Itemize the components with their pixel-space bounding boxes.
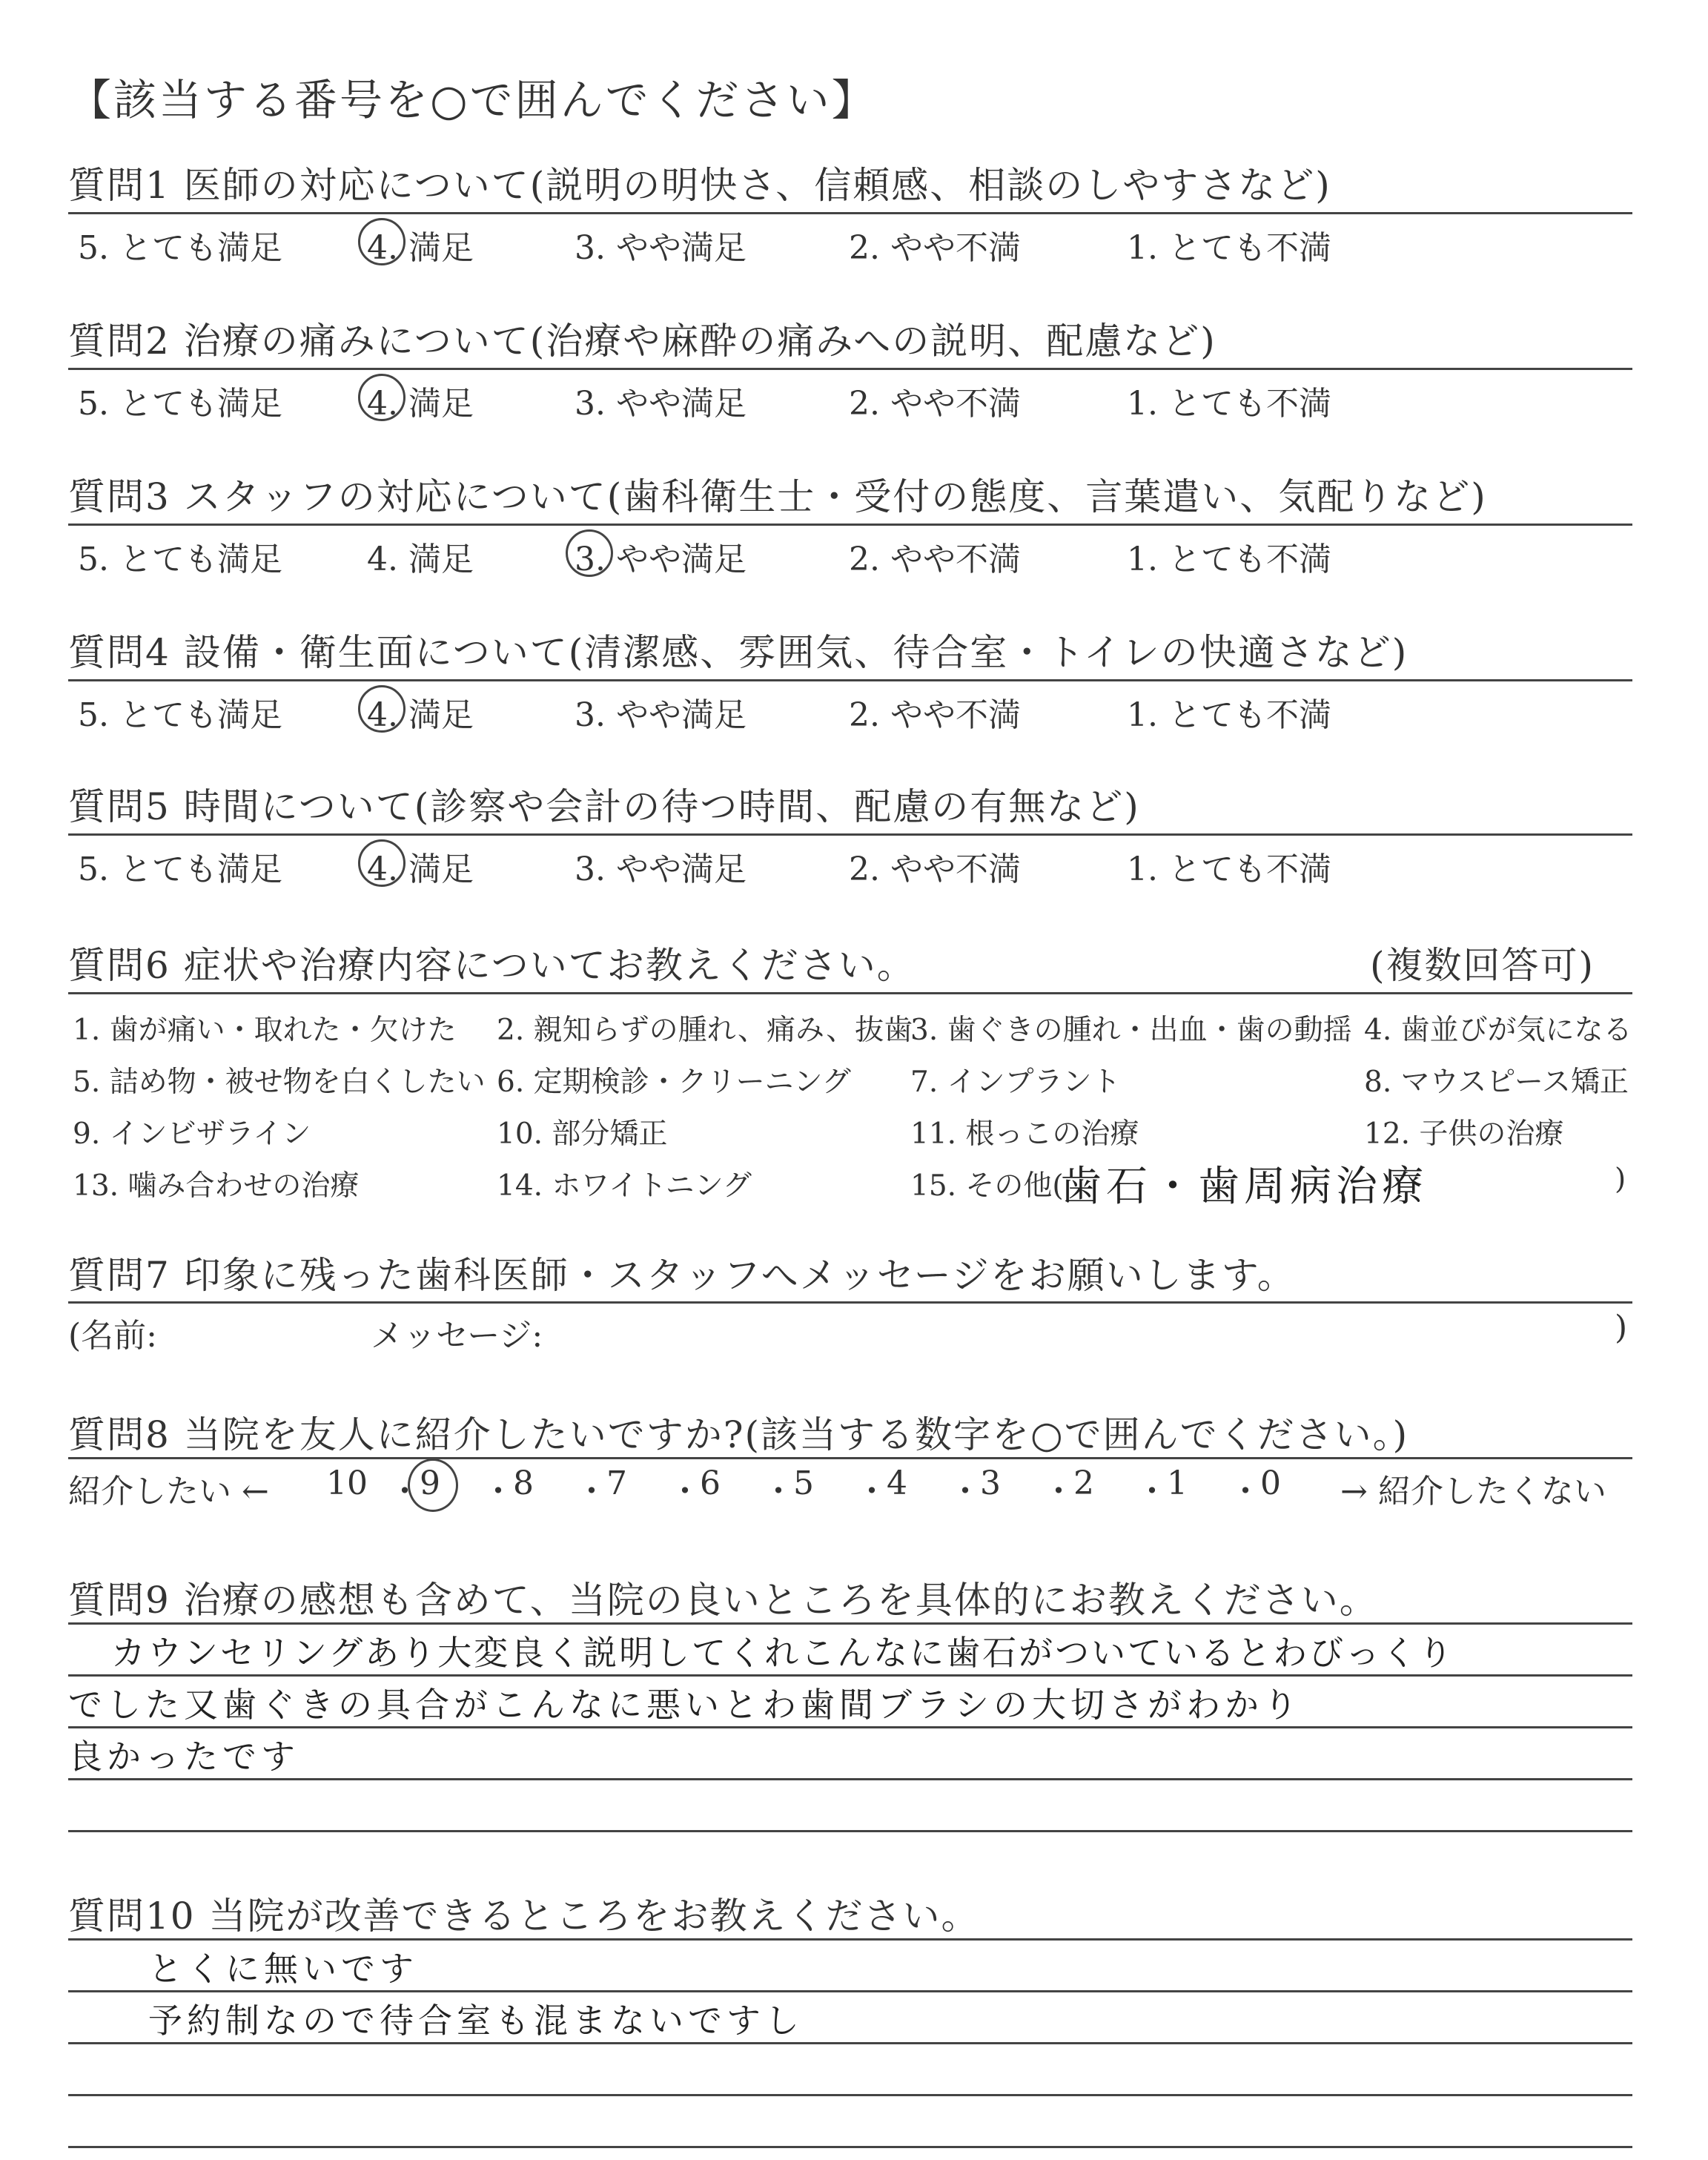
q9-rule [68, 1830, 1632, 1832]
question-title: 質問4 設備・衛生面について(清潔感、雰囲気、待合室・トイレの快適さなど) [68, 631, 1409, 674]
rating-option[interactable]: 3. やや満足 [575, 385, 747, 423]
scale-separator: ・ [949, 1473, 982, 1510]
rating-option[interactable]: 3. やや満足 [575, 541, 747, 578]
q9-answer-line: でした又歯ぐきの具合がこんなに悪いとわ歯間ブラシの大切さがわかり [68, 1685, 1302, 1725]
recommend-score[interactable]: 9 [420, 1464, 440, 1502]
question-rule [68, 212, 1632, 214]
q8-right-label: → 紹介したくない [1340, 1473, 1606, 1510]
rating-option[interactable]: 2. やや不満 [849, 229, 1021, 267]
selected-rating-circle [358, 218, 406, 265]
question-title: 質問3 スタッフの対応について(歯科衛生士・受付の態度、言葉遣い、気配りなど) [68, 475, 1487, 518]
q10-rule [68, 1938, 1632, 1941]
recommend-score[interactable]: 7 [606, 1464, 627, 1502]
selected-rating-circle [358, 374, 406, 421]
q7-title: 質問7 印象に残った歯科医師・スタッフへメッセージをお願いします。 [68, 1254, 1296, 1297]
q6-item[interactable]: 9. インビザライン [73, 1117, 311, 1151]
scale-separator: ・ [669, 1473, 701, 1510]
selected-rating-circle [358, 685, 406, 733]
q10-answer-line: 予約制なので待合室も混まないですし [148, 2001, 804, 2041]
recommend-score[interactable]: 1 [1167, 1464, 1188, 1502]
q7-message-label: メッセージ: [371, 1317, 543, 1355]
question-title: 質問5 時間について(診察や会計の待つ時間、配慮の有無など) [68, 785, 1140, 828]
rating-option[interactable]: 2. やや不満 [849, 696, 1021, 734]
scale-separator: ・ [1042, 1473, 1075, 1510]
q6-item[interactable]: 15. その他( [910, 1169, 1064, 1203]
rating-option[interactable]: 5. とても満足 [78, 696, 282, 734]
q6-other-handwritten: 歯石・歯周病治療 [1060, 1163, 1428, 1211]
q6-note: (複数回答可) [1370, 944, 1595, 987]
q9-answer-line: 良かったです [68, 1737, 299, 1777]
q7-close-paren: ) [1615, 1309, 1628, 1347]
recommend-score[interactable]: 10 [326, 1464, 368, 1502]
rating-option[interactable]: 5. とても満足 [78, 541, 282, 578]
question-title: 質問2 治療の痛みについて(治療や麻酔の痛みへの説明、配慮など) [68, 320, 1217, 363]
selected-rating-circle [358, 839, 406, 887]
recommend-score[interactable]: 8 [513, 1464, 534, 1502]
rating-option[interactable]: 1. とても不満 [1127, 229, 1331, 267]
question-rule [68, 524, 1632, 526]
q9-title: 質問9 治療の感想も含めて、当院の良いところを具体的にお教えください。 [68, 1579, 1378, 1622]
rating-option[interactable]: 4. 満足 [367, 696, 474, 734]
q6-item[interactable]: 3. 歯ぐきの腫れ・出血・歯の動揺 [910, 1014, 1352, 1047]
q6-rule [68, 992, 1632, 994]
q10-title: 質問10 当院が改善できるところをお教えください。 [68, 1895, 980, 1938]
rating-option[interactable]: 4. 満足 [367, 851, 474, 888]
recommend-score[interactable]: 5 [793, 1464, 814, 1502]
q6-item[interactable]: 8. マウスピース矯正 [1364, 1066, 1629, 1099]
q6-item[interactable]: 2. 親知らずの腫れ、痛み、抜歯 [497, 1014, 913, 1047]
rating-option[interactable]: 1. とても不満 [1127, 851, 1331, 888]
q6-item[interactable]: 11. 根っこの治療 [910, 1117, 1139, 1151]
scale-separator: ・ [762, 1473, 795, 1510]
question-rule [68, 368, 1632, 370]
rating-option[interactable]: 5. とても満足 [78, 851, 282, 888]
q9-answer-line: カウンセリングあり大変良く説明してくれこんなに歯石がついているとわびっくり [111, 1633, 1455, 1673]
question-rule [68, 833, 1632, 836]
q6-item[interactable]: 13. 噛み合わせの治療 [73, 1169, 360, 1203]
rating-option[interactable]: 2. やや不満 [849, 851, 1021, 888]
question-rule [68, 679, 1632, 681]
rating-option[interactable]: 2. やや不満 [849, 541, 1021, 578]
q6-item[interactable]: 4. 歯並びが気になる [1364, 1014, 1632, 1047]
q6-item[interactable]: 14. ホワイトニング [497, 1169, 752, 1203]
rating-option[interactable]: 1. とても不満 [1127, 541, 1331, 578]
question-title: 質問1 医師の対応について(説明の明快さ、信頼感、相談のしやすさなど) [68, 164, 1331, 207]
scale-separator: ・ [388, 1473, 421, 1510]
q10-answer-line: とくに無いです [148, 1949, 418, 1989]
scale-separator: ・ [575, 1473, 608, 1510]
q8-title: 質問8 当院を友人に紹介したいですか?(該当する数字を○で囲んでください。) [68, 1413, 1409, 1456]
q6-title: 質問6 症状や治療内容についてお教えください。 [68, 944, 916, 987]
q9-rule [68, 1778, 1632, 1780]
recommend-score[interactable]: 0 [1260, 1464, 1281, 1502]
selected-score-circle [408, 1459, 458, 1512]
q6-item[interactable]: 1. 歯が痛い・取れた・欠けた [73, 1014, 457, 1047]
rating-option[interactable]: 4. 満足 [367, 229, 474, 267]
q10-rule [68, 2094, 1632, 2096]
q8-rule [68, 1457, 1632, 1459]
recommend-score[interactable]: 4 [887, 1464, 907, 1502]
rating-option[interactable]: 3. やや満足 [575, 851, 747, 888]
q6-item[interactable]: 12. 子供の治療 [1364, 1117, 1564, 1151]
scale-separator: ・ [855, 1473, 888, 1510]
rating-option[interactable]: 3. やや満足 [575, 229, 747, 267]
q9-rule [68, 1622, 1632, 1625]
rating-option[interactable]: 4. 満足 [367, 385, 474, 423]
q6-item[interactable]: 6. 定期検診・クリーニング [497, 1066, 851, 1099]
rating-option[interactable]: 1. とても不満 [1127, 385, 1331, 423]
scale-separator: ・ [482, 1473, 514, 1510]
q6-item[interactable]: 10. 部分矯正 [497, 1117, 668, 1151]
rating-option[interactable]: 1. とても不満 [1127, 696, 1331, 734]
q10-rule [68, 2146, 1632, 2148]
rating-option[interactable]: 3. やや満足 [575, 696, 747, 734]
q6-item[interactable]: 5. 詰め物・被せ物を白くしたい [73, 1066, 486, 1099]
recommend-score[interactable]: 3 [980, 1464, 1001, 1502]
scale-separator: ・ [1229, 1473, 1262, 1510]
page-title: 【該当する番号を○で囲んでください】 [68, 75, 877, 125]
q6-item[interactable]: 7. インプラント [910, 1066, 1121, 1099]
selected-rating-circle [566, 529, 613, 577]
q8-left-label: 紹介したい ← [68, 1473, 269, 1510]
recommend-score[interactable]: 2 [1073, 1464, 1094, 1502]
rating-option[interactable]: 5. とても満足 [78, 385, 282, 423]
q7-name-label: (名前: [68, 1317, 157, 1355]
rating-option[interactable]: 4. 満足 [367, 541, 474, 578]
q7-rule [68, 1301, 1632, 1304]
scale-separator: ・ [1136, 1473, 1168, 1510]
recommend-score[interactable]: 6 [700, 1464, 721, 1502]
rating-option[interactable]: 2. やや不満 [849, 385, 1021, 423]
rating-option[interactable]: 5. とても満足 [78, 229, 282, 267]
q6-item-close-paren: ) [1615, 1163, 1626, 1196]
